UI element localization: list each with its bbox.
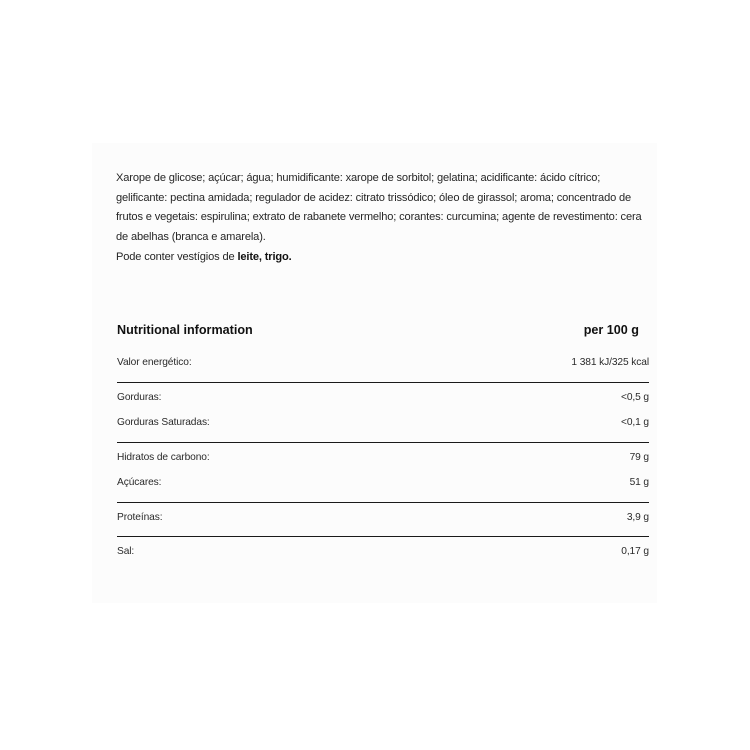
nutrition-row-fat [117,392,649,408]
nutrition-row-value: 3,9 g [626,512,649,523]
nutrition-row-carbohydrates [117,452,649,468]
nutrition-table-header [117,323,639,343]
nutrition-row-label: Açúcares: [117,477,162,488]
nutrition-divider [117,382,649,383]
nutrition-row-salt [117,546,649,562]
nutrition-row-value: <0,5 g [620,392,649,403]
nutrition-row-energy [117,357,649,373]
nutrition-row-saturated-fat [117,417,649,433]
nutrition-row-label: Hidratos de carbono: [117,452,210,463]
nutrition-row-label: Gorduras Saturadas: [117,417,210,428]
nutrition-row-value: 79 g [629,452,649,463]
nutrition-row-label: Sal: [117,546,135,557]
ingredients-text [116,169,651,268]
traces-allergens: leite, trigo. [237,250,292,263]
traces-prefix: Pode conter vestígios de [116,250,238,263]
nutrition-divider [117,536,649,537]
nutrition-divider [117,442,649,443]
nutrition-per-label: per 100 g [583,323,639,337]
nutrition-row-protein [117,512,649,528]
nutrition-row-label: Proteínas: [117,512,163,523]
nutrition-row-value: 0,17 g [621,546,649,557]
nutrition-row-label: Gorduras: [117,392,162,403]
product-info-card [92,143,657,603]
nutrition-divider [117,502,649,503]
nutrition-row-value: <0,1 g [620,417,649,428]
nutrition-row-sugars [117,477,649,493]
nutrition-row-value: 51 g [629,477,649,488]
nutrition-title: Nutritional information [117,323,253,337]
nutrition-row-label: Valor energético: [117,357,192,368]
nutrition-row-value: 1 381 kJ/325 kcal [571,357,649,368]
ingredients-list: Xarope de glicose; açúcar; água; humidificante: xarope de sorbitol; gelatina; acidificante: ácido cítrico; gelificante: pectina amidada; regulador de acidez: citrato trissódico; óleo de girassol; aroma; concentrado de frutos e vegetais: espirulina; extrato de rabanete vermelho; corantes: curcumina; agente de revestimento: cera de abelhas (branca e amarela). [116,172,642,244]
